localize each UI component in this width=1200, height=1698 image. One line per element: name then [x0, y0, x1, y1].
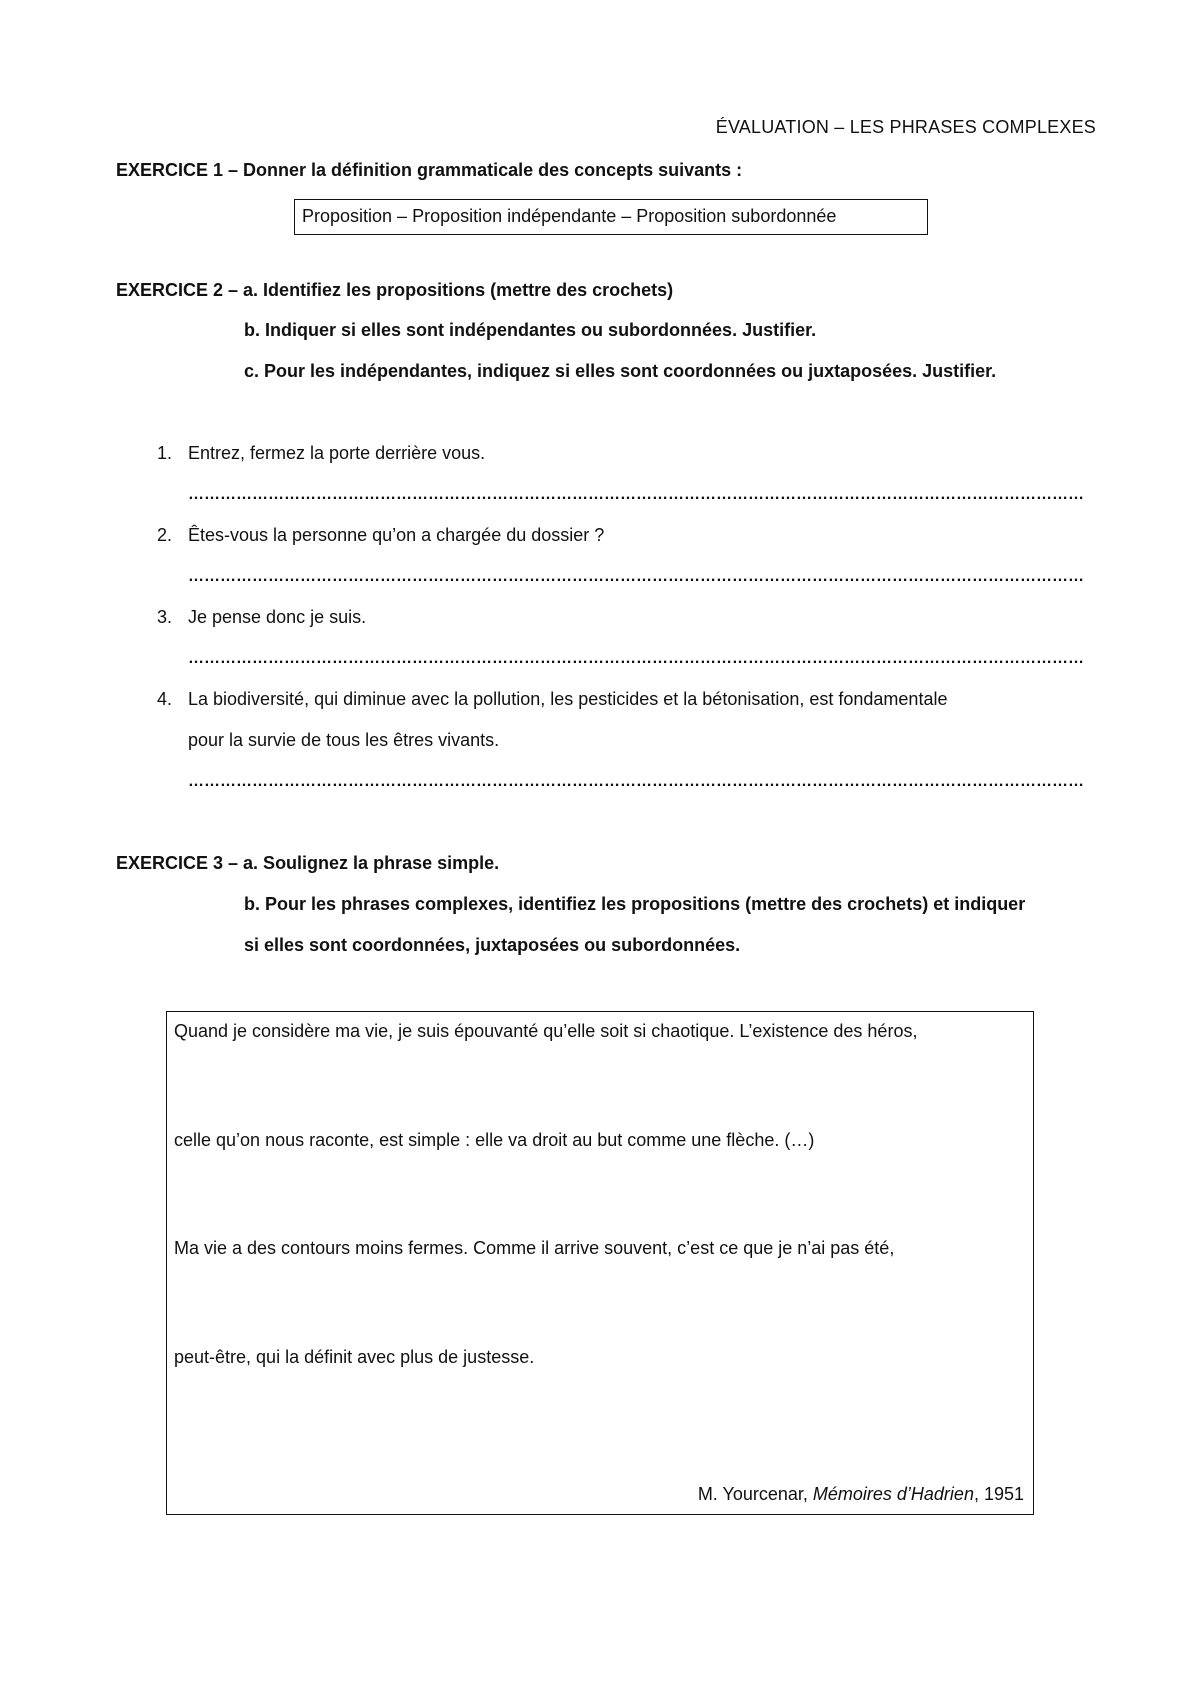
exercise-3-instruction-b-line2: si elles sont coordonnées, juxtaposées ou subordonnées. — [244, 935, 741, 955]
passage-line: peut-être, qui la définit avec plus de justesse. — [174, 1347, 535, 1367]
exercise-2-heading: EXERCICE 2 – a. Identifiez les propositions (mettre des crochets) — [116, 280, 674, 300]
answer-line[interactable]: …………………………………………………………………………………………………………………………………………………… — [188, 568, 1084, 585]
attribution-year: , 1951 — [973, 1484, 1024, 1504]
answer-line[interactable]: …………………………………………………………………………………………………………………………………………………… — [188, 650, 1084, 667]
answer-line[interactable]: …………………………………………………………………………………………………………………………………………………… — [188, 486, 1084, 503]
item-number: 2. — [156, 525, 172, 545]
item-sentence: Je pense donc je suis. — [188, 607, 367, 627]
item-sentence-continuation: pour la survie de tous les êtres vivants. — [188, 730, 500, 750]
document-title: ÉVALUATION – LES PHRASES COMPLEXES — [715, 117, 1096, 137]
attribution-title: Mémoires d’Hadrien — [812, 1484, 974, 1504]
exercise-2-instruction-b: b. Indiquer si elles sont indépendantes ou subordonnées. Justifier. — [244, 320, 817, 340]
passage-line: Ma vie a des contours moins fermes. Comme il arrive souvent, c’est ce que je n’ai pas été, — [174, 1238, 895, 1258]
exercise-1-heading: EXERCICE 1 – Donner la définition grammaticale des concepts suivants : — [116, 160, 743, 180]
passage-attribution — [698, 1484, 1024, 1505]
item-sentence: La biodiversité, qui diminue avec la pollution, les pesticides et la bétonisation, est fondamentale — [188, 689, 948, 709]
item-number: 4. — [156, 689, 172, 709]
passage-line: Quand je considère ma vie, je suis épouvanté qu’elle soit si chaotique. L’existence des héros, — [174, 1021, 918, 1041]
exercise-2-instruction-c: c. Pour les indépendantes, indiquez si elles sont coordonnées ou juxtaposées. Justifier. — [244, 361, 997, 381]
passage-line: celle qu’on nous raconte, est simple : elle va droit au but comme une flèche. (…) — [174, 1130, 815, 1150]
item-number: 1. — [156, 443, 172, 463]
exercise-3-instruction-b-line1: b. Pour les phrases complexes, identifiez les propositions (mettre des crochets) et indiquer — [244, 894, 1026, 914]
concepts-box: Proposition – Proposition indépendante – Proposition subordonnée — [294, 199, 928, 235]
item-sentence: Entrez, fermez la porte derrière vous. — [188, 443, 486, 463]
item-sentence: Êtes-vous la personne qu’on a chargée du dossier ? — [188, 525, 605, 545]
item-number: 3. — [156, 607, 172, 627]
exercise-3-heading: EXERCICE 3 – a. Soulignez la phrase simple. — [116, 853, 500, 873]
passage-box — [166, 1011, 1034, 1515]
attribution-author: M. Yourcenar, — [697, 1484, 813, 1504]
answer-line[interactable]: …………………………………………………………………………………………………………………………………………………… — [188, 773, 1084, 790]
